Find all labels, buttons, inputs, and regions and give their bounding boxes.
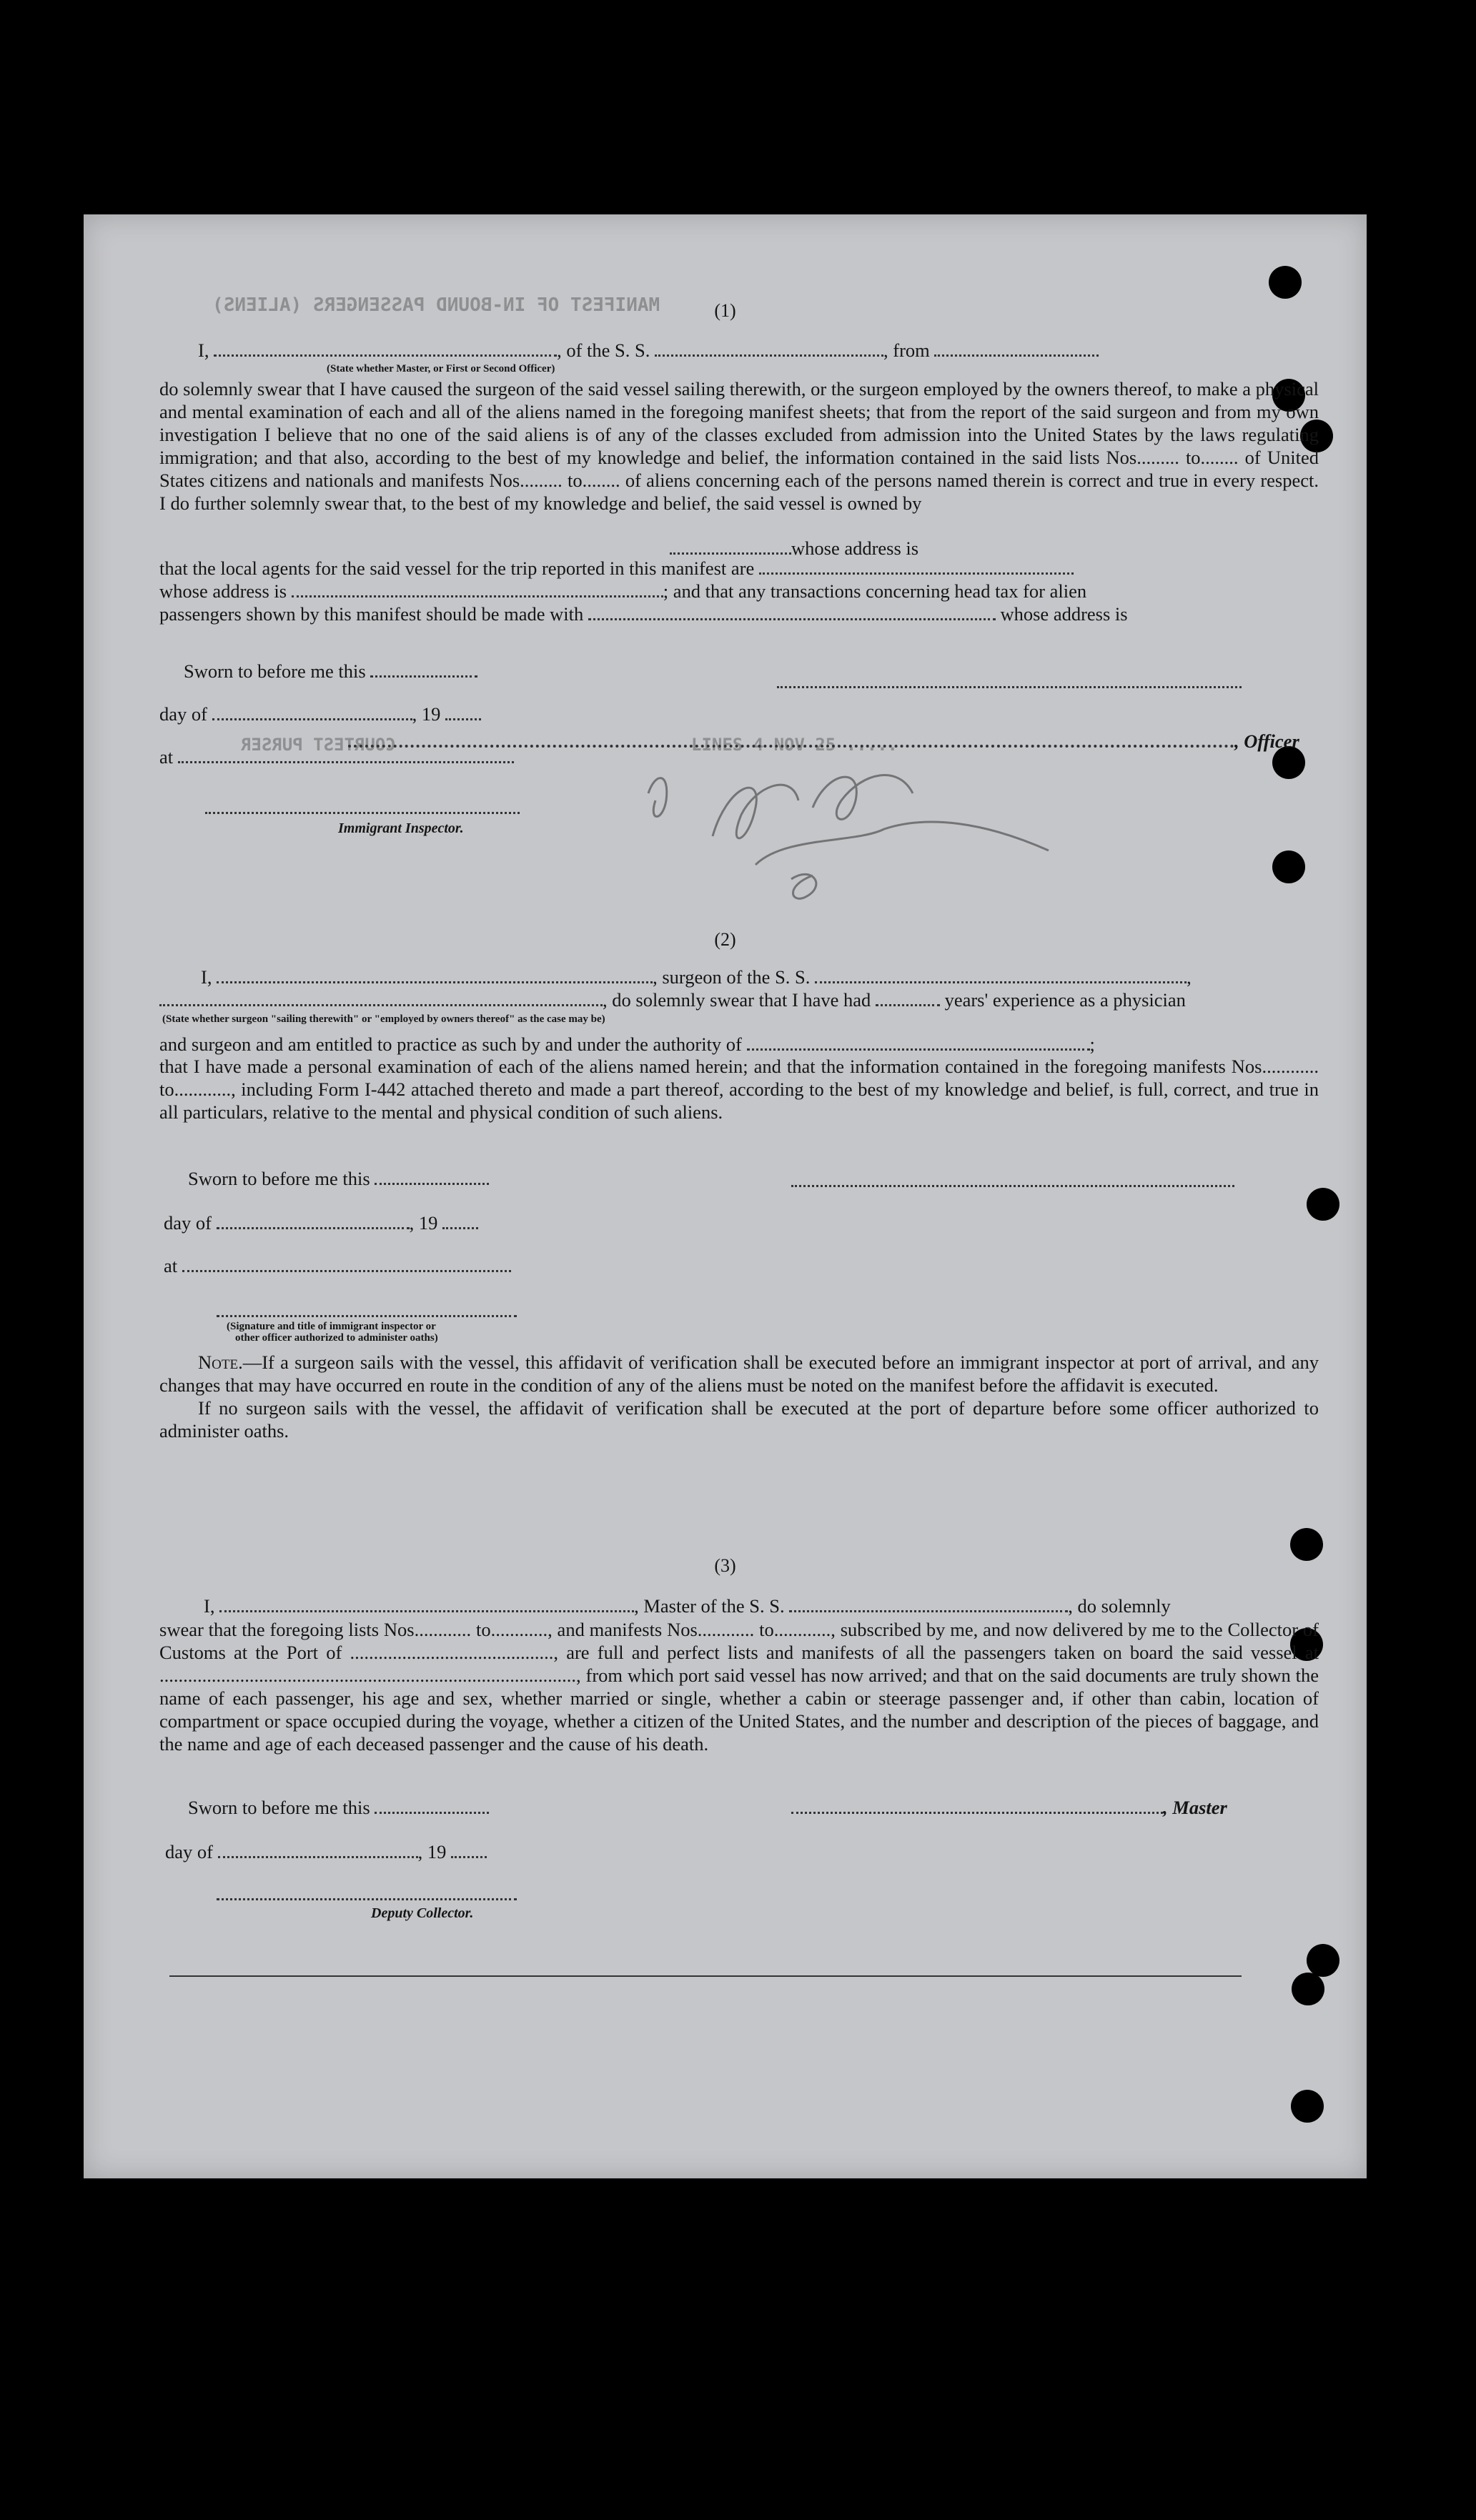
s1-agent-address-line: whose address is ; and that any transactions concerning head tax for alien: [159, 580, 1087, 602]
s3-master-line: , Master: [791, 1797, 1227, 1819]
punch-hole: [1292, 1973, 1324, 2005]
manifest-affidavit-page: [84, 214, 1367, 2178]
section-2-number: (2): [714, 929, 736, 950]
section-3-number: (3): [714, 1555, 736, 1576]
s1-at-line: at: [159, 746, 514, 768]
bleed-through-purser: COURTEST PURSER: [241, 735, 396, 755]
punch-hole: [1269, 266, 1302, 299]
s2-surgeon-signature-line: [791, 1185, 1234, 1187]
s1-inspector-signature-line: [205, 812, 520, 814]
s3-collector-signature-line: [217, 1898, 517, 1900]
s2-inspector-signature-line: [217, 1315, 517, 1317]
s2-surgeon-note: (State whether surgeon "sailing therewith" or "employed by owners thereof" as the case may be): [162, 1013, 605, 1025]
punch-hole: [1307, 1944, 1339, 1977]
s1-rank-note: (State whether Master, or First or Second Officer): [327, 363, 555, 374]
bottom-rule: [169, 1975, 1242, 1977]
bleed-through-stamp: LINES 4 NOV 25 .....: [691, 735, 898, 755]
s1-inspector-caption: Immigrant Inspector.: [338, 820, 464, 836]
section-1-number: (1): [714, 300, 736, 321]
punch-hole: [1307, 1188, 1339, 1221]
s1-agents-line: that the local agents for the said vessel for the trip reported in this manifest are: [159, 557, 1074, 580]
punch-hole: [1272, 850, 1305, 883]
s3-deputy-caption: Deputy Collector.: [371, 1905, 474, 1921]
s2-day-line: day of , 19: [164, 1212, 478, 1234]
s1-owner-address-line: whose address is: [670, 537, 918, 560]
s1-oath-paragraph: do solemnly swear that I have caused the surgeon of the said vessel sailing therewith, or the surgeon employed by the owners thereof, to make a physical and mental examination of each and all of the aliens named in the foregoing manifest sheets; that from the report of the said surgeon and from my own investigation I believe that no one of the said aliens is of any of the classes excluded from admission into the United States by the laws regulating immigration; and that also, according to the best of my knowledge and belief, the information contained in the said lists Nos......... to........ of United States citizens and nationals and manifests Nos......... to........ of aliens concerning each of the persons named therein is correct and true in every respect. I do further solemnly swear that, to the best of my knowledge and belief, the said vessel is owned by: [159, 378, 1319, 514]
s2-sig-caption-1: (Signature and title of immigrant inspector or: [227, 1321, 436, 1332]
s2-sig-caption-2: other officer authorized to administer oaths): [235, 1332, 438, 1344]
s3-opening-line: I, , Master of the S. S. , do solemnly: [204, 1595, 1171, 1617]
s1-opening-line: I, , of the S. S. , from: [198, 339, 1099, 362]
s1-head-tax-line: passengers shown by this manifest should be made with whose address is: [159, 603, 1128, 625]
s2-note-paragraph: Note.—If a surgeon sails with the vessel, this affidavit of verification shall be executed before an immigrant inspector at port of arrival, and any changes that may have occurred en route in the condition of any of the aliens must be noted on the manifest before the affidavit is executed. If no surgeon sails with the vessel, the affidavit of verification shall be executed at the port of departure before some officer authorized to administer oaths.: [159, 1351, 1319, 1442]
bleed-through-header: MANIFEST OF IN-BOUND PASSENGERS (ALIENS): [212, 294, 660, 316]
s1-officer-signature-line: [777, 686, 1242, 688]
s2-oath-paragraph: that I have made a personal examination of each of the aliens named herein; and that the information contained in the foregoing manifests Nos............ to............, including Form I-442 attached thereto and made a part thereof, according to the best of my knowledge and belief, is full, correct, and true in all particulars, relative to the mental and physical condition of such aliens.: [159, 1056, 1319, 1123]
handwritten-signature: [627, 743, 1070, 908]
s3-oath-paragraph: swear that the foregoing lists Nos............ to............, and manifests Nos............ to............, subscribed by me, and now delivered by me to the Collector of Customs at the Port of ..........................................., are full and perfect lists and manifests of all the passengers taken on board the said vessel at ........................................................................................, from which port said vessel has now arrived; and that on the said documents are truly shown the name of each passenger, his age and sex, whether married or single, whether a cabin or steerage passenger and, if other than cabin, location of compartment or space occupied during the voyage, whether a citizen of the United States, and the number and description of the pieces of baggage, and the name and age of each deceased passenger and the cause of his death.: [159, 1619, 1319, 1755]
s2-years-line: , do solemnly swear that I have had years' experience as a physician: [159, 989, 1186, 1011]
s2-opening-line: I, , surgeon of the S. S. ,: [201, 966, 1192, 988]
s2-sworn-line: Sworn to before me this: [188, 1168, 489, 1190]
s1-day-line: day of , 19: [159, 703, 481, 725]
s3-day-line: day of , 19: [165, 1841, 487, 1863]
punch-hole: [1291, 2090, 1324, 2123]
s2-authority-line: and surgeon and am entitled to practice as such by and under the authority of ;: [159, 1033, 1095, 1055]
s1-sworn-line: Sworn to before me this: [184, 660, 477, 683]
s2-at-line: at: [164, 1255, 511, 1277]
s1-officer-line: , Officer: [348, 730, 1299, 753]
s3-sworn-line: Sworn to before me this: [188, 1797, 489, 1819]
